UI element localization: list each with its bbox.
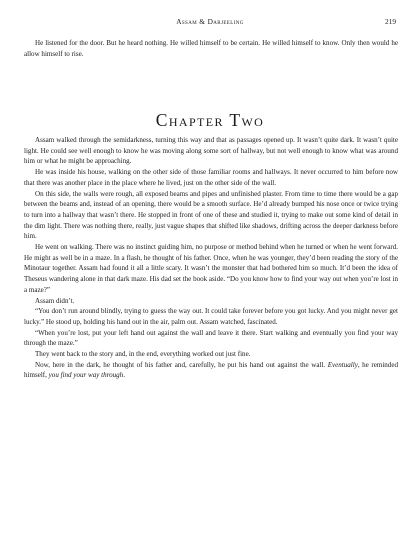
paragraph: “You don’t run around blindly, trying to guess the way out. It could take forever before you got lucky. And you might never get lucky.” He stood up, holding his hand out in the air, palm out. Assam watched, fascinated. (24, 307, 398, 326)
running-header (0, 17, 420, 31)
paragraph: On this side, the walls were rough, all exposed beams and pipes and unfinished plaster. From time to time there would be a gap between the beams and, instead of an opening, there would be a smooth surface. He’d already bumped his nose once or twice trying to turn into a hallway that wasn’t there. He stopped in front of one of these and studied it, trying to make out some kind of detail in the dim light. There was nothing there, really, just vague shapes that shifted like shadows, drifting across the deeper darkness before him. (24, 189, 398, 241)
running-title: Assam & Darjeeling (176, 17, 244, 26)
chapter-body (24, 135, 398, 381)
intro-text (24, 38, 398, 59)
emphasis-eventually: Eventually (327, 360, 358, 369)
paragraph: “When you’re lost, put your left hand out against the wall and leave it there. Start walking and eventually you find your way through the maze.” (24, 328, 398, 348)
paragraph: They went back to the story and, in the end, everything worked out just fine. (35, 350, 251, 359)
final-paragraph-end: . (123, 371, 125, 380)
paragraph: Assam didn’t. (35, 296, 75, 305)
chapter-title: Chapter Two (155, 110, 265, 130)
paragraph: He went on walking. There was no instinct guiding him, no purpose or method behind when he turned or when he went forward. He might as well be in a maze. In a flash, he thought of his father. Once, when he was younger, they’d been reading the story of the Minotaur together. Assam had found it all a little scary. It wasn’t the monster that had bothered him so much. It’d been the idea of Theseus wandering alone in that dark maze. His dad set the book aside. “Do you know how to find your way out when you’re lost in a maze?” (24, 243, 398, 294)
paragraph: Assam walked through the semidarkness, turning this way and that as passages opened up. It wasn’t quite dark. It wasn’t quite light. He could see well enough to know he was moving along some sort of hallway, but not well enough to know what was around him or what he might be approaching. (24, 136, 398, 166)
paragraph: He was inside his house, walking on the other side of those familiar rooms and hallways. It never occurred to him before now that there was another place in the place where he lived, just on the other side of the wall. (24, 168, 398, 187)
emphasis-find-your-way: you find your way through (48, 371, 124, 380)
final-paragraph (24, 360, 398, 381)
intro-paragraph: He listened for the door. But he heard nothing. He willed himself to be certain. He willed himself to know. Only then would he allow himself to rise. (24, 39, 398, 58)
final-paragraph-lead: Now, here in the dark, he thought of his father and, carefully, he put his hand out against the wall. (35, 360, 328, 369)
page-number: 219 (385, 17, 396, 26)
final-paragraph-middle: , he reminded himself, (24, 360, 398, 380)
